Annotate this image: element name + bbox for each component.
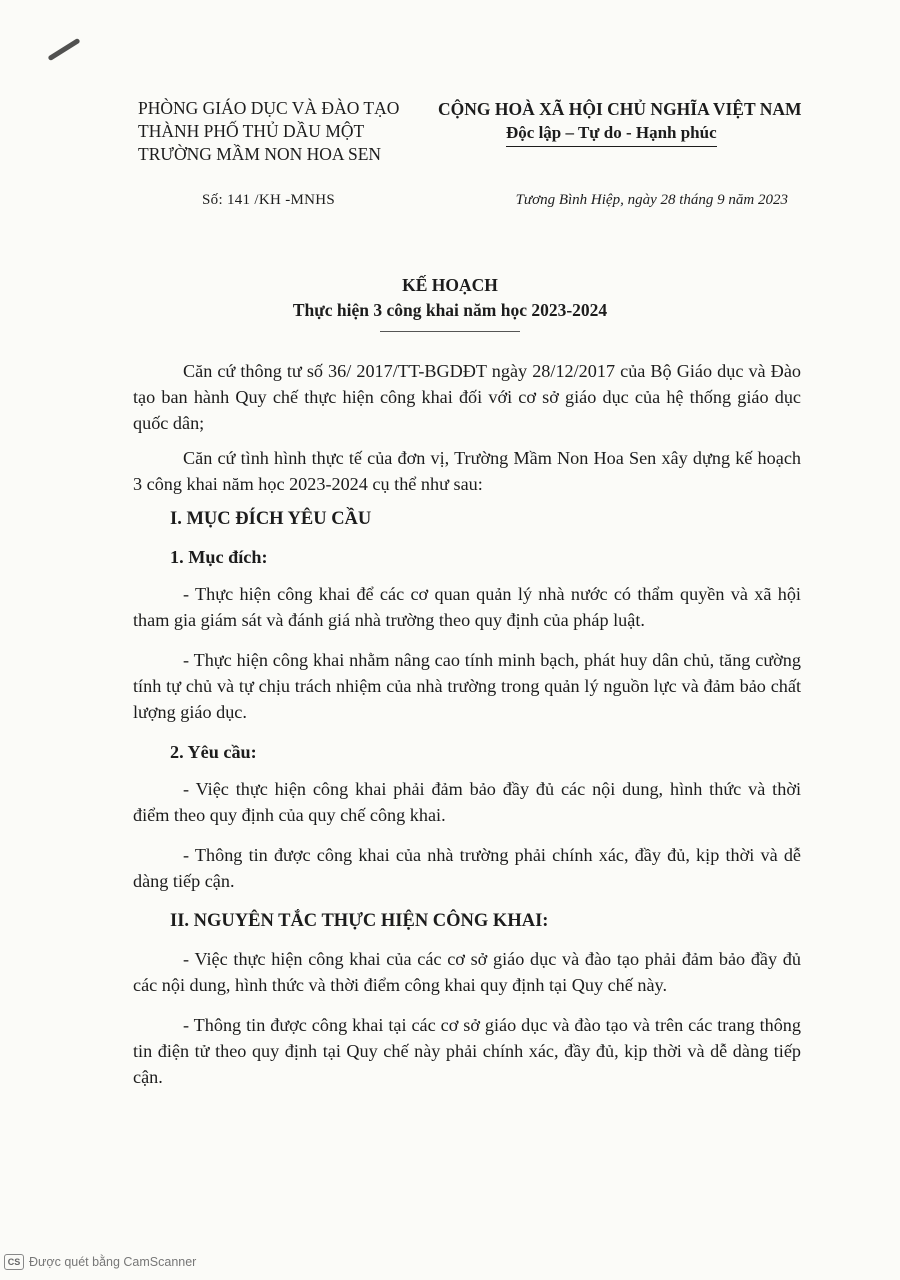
national-title: CỘNG HOÀ XÃ HỘI CHỦ NGHĨA VIỆT NAM	[438, 99, 802, 119]
paragraph-purpose-1: - Thực hiện công khai để các cơ quan quản lý nhà nước có thẩm quyền và xã hội tham gia giám sát và đánh giá nhà trường theo quy định của pháp luật.	[133, 584, 801, 630]
subsection-heading-purpose: 1. Mục đích:	[170, 547, 268, 567]
camscanner-icon: CS	[4, 1254, 24, 1270]
paragraph-purpose-2: - Thực hiện công khai nhằm nâng cao tính minh bạch, phát huy dân chủ, tăng cường tính tự chủ và tự chịu trách nhiệm của nhà trường trong quản lý nguồn lực và đảm bảo chất lượng giáo dục.	[133, 650, 801, 722]
subsection-heading-requirements: 2. Yêu cầu:	[170, 742, 257, 762]
authority-line-3: TRƯỜNG MẦM NON HOA SEN	[138, 144, 382, 164]
pen-mark	[47, 38, 80, 61]
scanner-watermark	[4, 1254, 196, 1270]
authority-line-2: THÀNH PHỐ THỦ DẦU MỘT	[138, 121, 365, 141]
title-main: KẾ HOẠCH	[402, 275, 498, 295]
title-divider	[380, 331, 520, 332]
paragraph-context: Căn cứ tình hình thực tế của đơn vị, Trường Mầm Non Hoa Sen xây dựng kế hoạch 3 công khai năm học 2023-2024 cụ thể như sau:	[133, 448, 801, 494]
paragraph-legal-basis: Căn cứ thông tư số 36/ 2017/TT-BGDĐT ngày 28/12/2017 của Bộ Giáo dục và Đào tạo ban hành Quy chế thực hiện công khai đối với cơ sở giáo dục của hệ thống giáo dục quốc dân;	[133, 361, 801, 433]
document-number: Số: 141 /KH -MNHS	[202, 192, 336, 208]
paragraph-principle-1: - Việc thực hiện công khai của các cơ sở giáo dục và đào tạo phải đảm bảo đầy đủ các nội dung, hình thức và thời điểm công khai quy định tại Quy chế này.	[133, 949, 801, 995]
scanner-text: Được quét bằng CamScanner	[29, 1255, 197, 1269]
authority-line-1: PHÒNG GIÁO DỤC VÀ ĐÀO TẠO	[138, 98, 400, 118]
national-header	[438, 97, 802, 147]
document-title	[0, 273, 900, 332]
issuing-authority	[138, 97, 408, 166]
title-sub: Thực hiện 3 công khai năm học 2023-2024	[292, 300, 608, 320]
document-date: Tương Bình Hiệp, ngày 28 tháng 9 năm 2023	[515, 192, 788, 208]
section-heading-1: I. MỤC ĐÍCH YÊU CẦU	[170, 509, 372, 529]
paragraph-requirement-1: - Việc thực hiện công khai phải đảm bảo đầy đủ các nội dung, hình thức và thời điểm theo quy định của quy chế công khai.	[133, 779, 801, 825]
document-body	[133, 358, 801, 1099]
national-motto: Độc lập – Tự do - Hạnh phúc	[506, 121, 717, 147]
paragraph-requirement-2: - Thông tin được công khai của nhà trường phải chính xác, đầy đủ, kịp thời và dễ dàng tiếp cận.	[133, 845, 801, 891]
section-heading-2: II. NGUYÊN TẮC THỰC HIỆN CÔNG KHAI:	[170, 911, 549, 931]
paragraph-principle-2: - Thông tin được công khai tại các cơ sở giáo dục và đào tạo và trên các trang thông tin điện tử theo quy định tại Quy chế này phải chính xác, đầy đủ, kịp thời và dễ dàng tiếp cận.	[133, 1015, 801, 1087]
